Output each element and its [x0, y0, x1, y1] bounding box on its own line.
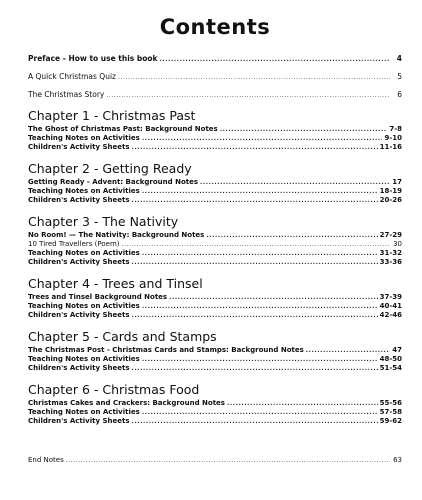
toc-entry-page: 51-54: [379, 364, 402, 372]
toc-entry[interactable]: [28, 456, 402, 465]
toc-entry-page: 18-19: [379, 187, 402, 195]
toc-entry-label: Trees and Tinsel Background Notes: [28, 293, 168, 301]
toc-entry-page: 11-16: [379, 143, 402, 151]
toc-entry[interactable]: [28, 54, 402, 64]
toc-entry-label: A Quick Christmas Quiz: [28, 72, 116, 81]
toc-entry[interactable]: [28, 90, 402, 100]
toc-entry[interactable]: [28, 311, 402, 320]
toc-entry-label: Teaching Notes on Activities: [28, 355, 140, 363]
dot-leader: [306, 346, 390, 355]
toc-entry-page: 42-46: [379, 311, 402, 319]
toc-entry[interactable]: [28, 240, 402, 249]
toc-entry[interactable]: [28, 249, 402, 258]
toc-entry[interactable]: [28, 187, 402, 196]
dot-leader: [227, 399, 378, 408]
dot-leader: [142, 408, 378, 417]
front-matter: [28, 54, 402, 100]
toc-entry-label: Children's Activity Sheets: [28, 417, 130, 425]
toc-entry[interactable]: [28, 231, 402, 240]
toc-entry-page: 17: [392, 178, 402, 186]
toc-entry-label: Christmas Cakes and Crackers: Background Notes: [28, 399, 225, 407]
toc-entry-label: Teaching Notes on Activities: [28, 134, 140, 142]
toc-entry[interactable]: [28, 355, 402, 364]
toc-entry-page: 5: [397, 72, 402, 81]
toc-entry[interactable]: [28, 293, 402, 302]
dot-leader: [122, 240, 391, 249]
toc-entry-page: 48-50: [379, 355, 402, 363]
toc-entry-label: No Room! — The Nativity: Background Notes: [28, 231, 205, 239]
toc-entry-page: 40-41: [379, 302, 402, 310]
toc-entry-label: Children's Activity Sheets: [28, 364, 130, 372]
toc-entry[interactable]: [28, 178, 402, 187]
toc-entry-page: 59-62: [379, 417, 402, 425]
toc-entry-page: 7-8: [389, 125, 402, 133]
toc-entry[interactable]: [28, 399, 402, 408]
toc-entry[interactable]: [28, 302, 402, 311]
chapter-section: [28, 382, 402, 426]
toc-entry-page: 20-26: [379, 196, 402, 204]
toc-entry-page: 57-58: [379, 408, 402, 416]
toc-entry-label: Children's Activity Sheets: [28, 196, 130, 204]
dot-leader: [106, 91, 390, 101]
toc-entry-label: Teaching Notes on Activities: [28, 187, 140, 195]
toc-entry-page: 47: [392, 346, 402, 354]
toc-entry-page: 55-56: [379, 399, 402, 407]
dot-leader: [142, 355, 378, 364]
chapter-heading[interactable]: Chapter 3 - The Nativity: [28, 214, 179, 229]
toc-entry-page: 37-39: [379, 293, 402, 301]
dot-leader: [132, 258, 378, 267]
toc-entry-label: Children's Activity Sheets: [28, 143, 130, 151]
toc-entry-page: 33-36: [379, 258, 402, 266]
toc-entry-page: 4: [396, 54, 402, 63]
chapter-heading[interactable]: Chapter 2 - Getting Ready: [28, 161, 192, 176]
dot-leader: [169, 293, 378, 302]
toc-entry-label: Children's Activity Sheets: [28, 311, 130, 319]
toc-entry-page: 27-29: [379, 231, 402, 239]
toc-entry-page: 9-10: [384, 134, 402, 142]
toc-entry[interactable]: [28, 258, 402, 267]
dot-leader: [142, 249, 378, 258]
toc-entry-label: Preface - How to use this book: [28, 54, 158, 63]
toc-entry[interactable]: [28, 364, 402, 373]
toc-entry-page: 6: [397, 90, 402, 99]
dot-leader: [132, 417, 378, 426]
toc-entry-label: The Ghost of Christmas Past: Background Notes: [28, 125, 218, 133]
dot-leader: [142, 302, 378, 311]
dot-leader: [118, 73, 390, 83]
chapter-heading[interactable]: Chapter 1 - Christmas Past: [28, 108, 196, 123]
toc-entry-page: 31-32: [379, 249, 402, 257]
toc-entry-label: Teaching Notes on Activities: [28, 249, 140, 257]
toc-entry-label: Teaching Notes on Activities: [28, 302, 140, 310]
chapter-section: [28, 276, 402, 320]
dot-leader: [132, 364, 378, 373]
toc-entry-page: 63: [393, 456, 402, 464]
toc-entry[interactable]: [28, 134, 402, 143]
dot-leader: [200, 178, 390, 187]
chapter-section: [28, 214, 402, 267]
page-title: Contents: [159, 15, 271, 39]
dot-leader: [132, 143, 378, 152]
chapter-section: [28, 329, 402, 373]
toc-entry-label: End Notes: [28, 456, 64, 464]
toc-entry-label: Getting Ready - Advent: Background Notes: [28, 178, 199, 186]
dot-leader: [220, 125, 388, 134]
toc-entry[interactable]: [28, 408, 402, 417]
toc-entry[interactable]: [28, 346, 402, 355]
toc-entry[interactable]: [28, 125, 402, 134]
toc-entry-label: The Christmas Story: [28, 90, 105, 99]
chapter-heading[interactable]: Chapter 4 - Trees and Tinsel: [28, 276, 203, 291]
chapter-section: [28, 108, 402, 152]
toc-entry-label: 10 Tired Travellers (Poem): [28, 240, 120, 248]
chapter-section: [28, 161, 402, 205]
toc-entry-page: 30: [393, 240, 402, 248]
dot-leader: [142, 134, 383, 143]
chapter-heading[interactable]: Chapter 5 - Cards and Stamps: [28, 329, 217, 344]
toc-entry-label: The Christmas Post - Christmas Cards and Stamps: Background Notes: [28, 346, 304, 354]
toc-entry[interactable]: [28, 196, 402, 205]
dot-leader: [132, 311, 378, 320]
contents-page: [28, 14, 402, 464]
toc-entry-label: Children's Activity Sheets: [28, 258, 130, 266]
dot-leader: [142, 187, 378, 196]
toc-entry[interactable]: [28, 143, 402, 152]
dot-leader: [160, 55, 390, 65]
dot-leader: [132, 196, 378, 205]
toc-entry[interactable]: [28, 72, 402, 82]
dot-leader: [206, 231, 377, 240]
toc-entry[interactable]: [28, 417, 402, 426]
dot-leader: [66, 456, 390, 465]
toc-entry-label: Teaching Notes on Activities: [28, 408, 140, 416]
chapter-heading[interactable]: Chapter 6 - Christmas Food: [28, 382, 200, 397]
